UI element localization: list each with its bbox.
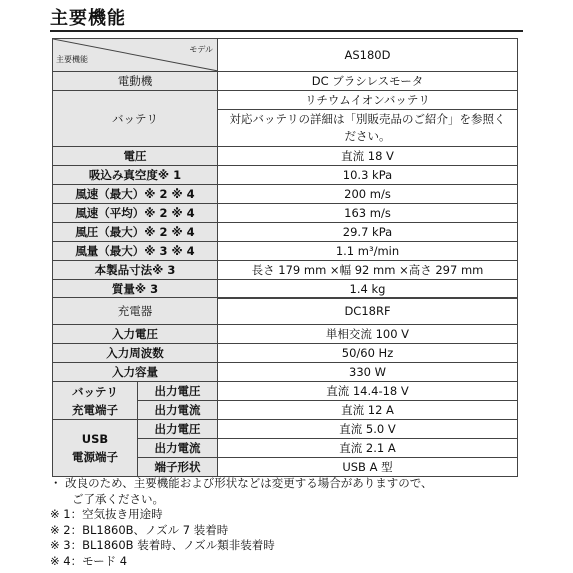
header-key-label: 主要機能	[56, 55, 88, 64]
title-rule	[50, 30, 523, 32]
footnote: ※ 2：BL1860B、ノズル 7 装着時	[50, 522, 229, 537]
spec-row-value: 200 m/s	[218, 185, 518, 204]
charger-row-value: 50/60 Hz	[218, 344, 518, 363]
spec-table	[52, 38, 518, 299]
charger-row-value: 330 W	[218, 363, 518, 382]
usb-terminal-label-1: USB	[81, 432, 109, 446]
terminal-row-value: 直流 12 A	[218, 401, 518, 420]
footnote: ※ 4：モード 4	[50, 553, 128, 568]
spec-row-label: 風速（最大）※ 2 ※ 4	[53, 185, 218, 204]
spec-row-label: 風量（最大）※ 3 ※ 4	[53, 242, 218, 261]
usb-terminal-label	[53, 420, 138, 477]
terminal-row-value: 直流 5.0 V	[218, 420, 518, 439]
terminal-row-value: USB A 型	[218, 458, 518, 477]
battery-label: バッテリ	[53, 91, 218, 147]
spec-row-value: 163 m/s	[218, 204, 518, 223]
spec-row-value: 1.4 kg	[218, 280, 518, 299]
charger-row-label: 入力電圧	[53, 325, 218, 344]
terminal-row-label: 出力電圧	[138, 420, 218, 439]
terminal-row-value: 直流 2.1 A	[218, 439, 518, 458]
battery-terminal-label	[53, 382, 138, 420]
spec-row-label: 吸込み真空度※ 1	[53, 166, 218, 185]
spec-row-value: 10.3 kPa	[218, 166, 518, 185]
spec-row-value: 直流 18 V	[218, 147, 518, 166]
spec-row-value: 長さ 179 mm ×幅 92 mm ×高さ 297 mm	[218, 261, 518, 280]
header-model-label: モデル	[189, 45, 213, 54]
terminal-row-label: 出力電圧	[138, 382, 218, 401]
spec-row-label: 質量※ 3	[53, 280, 218, 299]
charger-model: DC18RF	[218, 298, 518, 325]
usb-terminal-label-2: 電源端子	[72, 450, 118, 464]
charger-label: 充電器	[53, 298, 218, 325]
footnote: ※ 1：空気抜き用途時	[50, 507, 163, 521]
terminal-row-label: 出力電流	[138, 439, 218, 458]
battery-terminal-label-1: バッテリ	[72, 384, 118, 399]
charger-table	[52, 297, 518, 477]
footnote: ※ 3：BL1860B 装着時、ノズル類非装着時	[50, 538, 275, 552]
terminal-row-label: 出力電流	[138, 401, 218, 420]
charger-row-label: 入力容量	[53, 363, 218, 382]
spec-row-value: 1.1 m³/min	[218, 242, 518, 261]
model-value: AS180D	[218, 39, 518, 72]
charger-row-label: 入力周波数	[53, 344, 218, 363]
charger-row-value: 単相交流 100 V	[218, 325, 518, 344]
spec-row-value: DC ブラシレスモータ	[218, 72, 518, 91]
terminal-row-value: 直流 14.4-18 V	[218, 382, 518, 401]
note-line: ご了承ください。	[72, 491, 164, 506]
header-diagonal-cell	[53, 39, 218, 72]
notes	[50, 476, 530, 569]
spec-row-label: 電動機	[53, 72, 218, 91]
spec-row-label: 本製品寸法※ 3	[53, 261, 218, 280]
page-title: 主要機能	[50, 8, 126, 29]
battery-note: 対応バッテリの詳細は「別販売品のご紹介」を参照ください。	[218, 110, 518, 147]
battery-value: リチウムイオンバッテリ	[218, 91, 518, 110]
terminal-row-label: 端子形状	[138, 458, 218, 477]
spec-row-label: 風圧（最大）※ 2 ※ 4	[53, 223, 218, 242]
note-line: ・ 改良のため、主要機能および形状などは変更する場合がありますので、	[50, 476, 433, 490]
battery-terminal-label-2: 充電端子	[72, 402, 118, 417]
spec-row-label: 風速（平均）※ 2 ※ 4	[53, 204, 218, 223]
spec-row-label: 電圧	[53, 147, 218, 166]
spec-row-value: 29.7 kPa	[218, 223, 518, 242]
